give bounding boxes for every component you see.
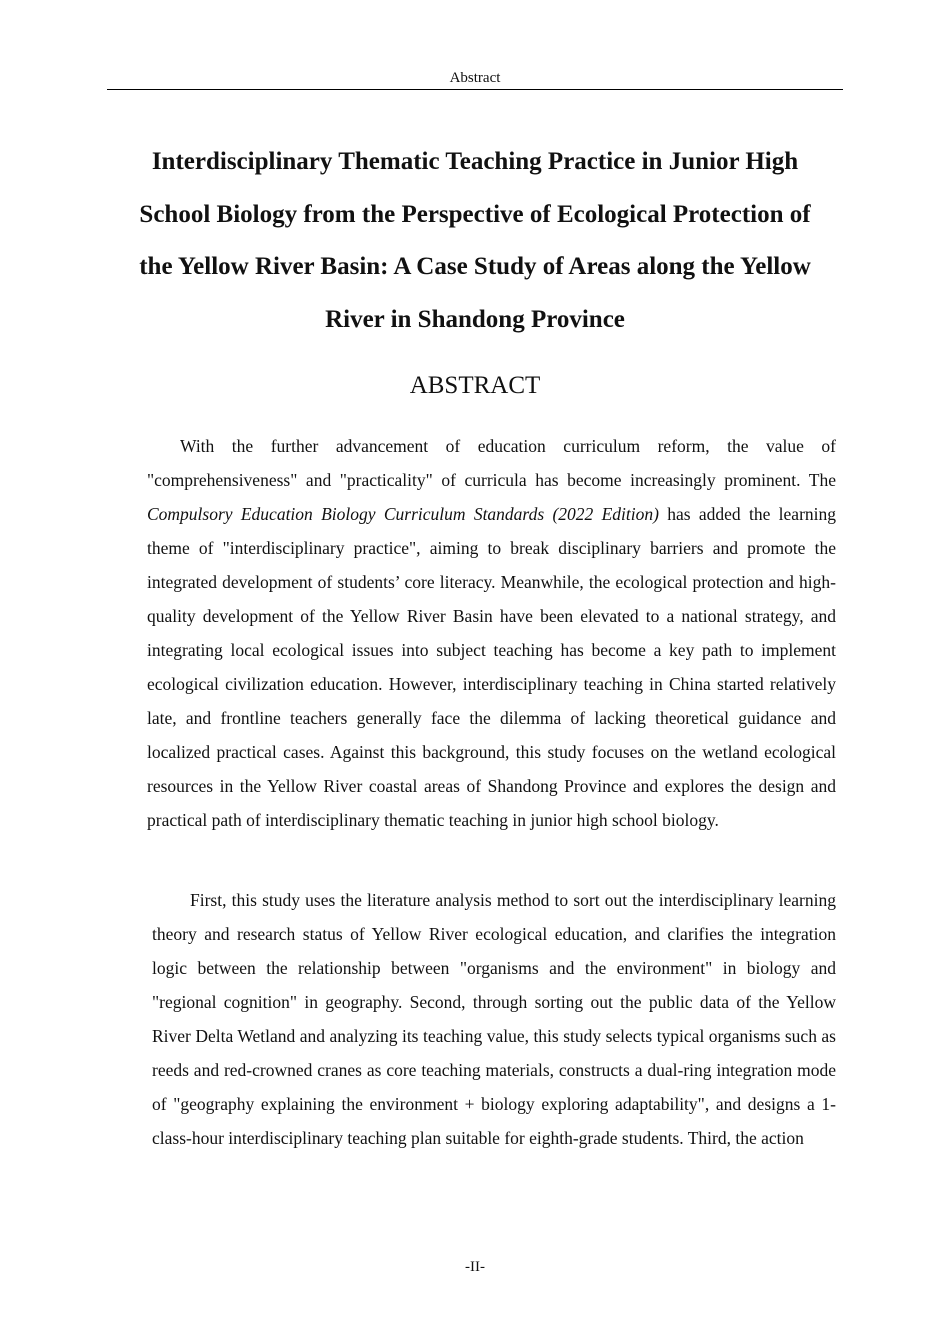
running-header: Abstract (449, 70, 501, 86)
paragraph-1-text-end: has added the learning theme of "interdisciplinary practice", aiming to break disciplinary barriers and promote the integrated development of students’ core literacy. Meanwhile, the ecological protection and high-quality development of the Yellow River Basin have been elevated to a national strategy, and integrating local ecological issues into subject teaching has become a key path to implement ecological civilization education. However, interdisciplinary teaching in China started relatively late, and frontline teachers generally face the dilemma of lacking theoretical guidance and localized practical cases. Against this background, this study focuses on the wetland ecological resources in the Yellow River coastal areas of Shandong Province and explores the design and practical path of interdisciplinary thematic teaching in junior high school biology. (147, 504, 837, 830)
header-rule (107, 89, 843, 90)
abstract-heading: ABSTRACT (409, 372, 541, 399)
curriculum-standards-title: Compulsory Education Biology Curriculum Standards (2022 Edition) (147, 504, 659, 524)
thesis-title: Interdisciplinary Thematic Teaching Practice in Junior High School Biology from the Perspective of Ecological Protection of the Yellow River Basin: A Case Study of Areas along the Yellow River in Shandong Province (139, 148, 811, 333)
abstract-paragraph-2: First, this study uses the literature analysis method to sort out the interdisciplinary learning theory and research status of Yellow River ecological education, and clarifies the integration logic between the relationship between "organisms and the environment" in biology and "regional cognition" in geography. Second, through sorting out the public data of the Yellow River Delta Wetland and analyzing its teaching value, this study selects typical organisms such as reeds and red-crowned cranes as core teaching materials, constructs a dual-ring integration mode of "geography explaining the environment + biology exploring adaptability", and designs a 1-class-hour interdisciplinary teaching plan suitable for eighth-grade students. Third, the action (152, 890, 836, 1148)
abstract-paragraph-1 (147, 429, 836, 837)
page-number: -II- (465, 1259, 485, 1275)
paragraph-1-text-start: With the further advancement of education curriculum reform, the value of "comprehensiveness" and "practicality" of curricula has become increasingly prominent. The (147, 436, 836, 490)
